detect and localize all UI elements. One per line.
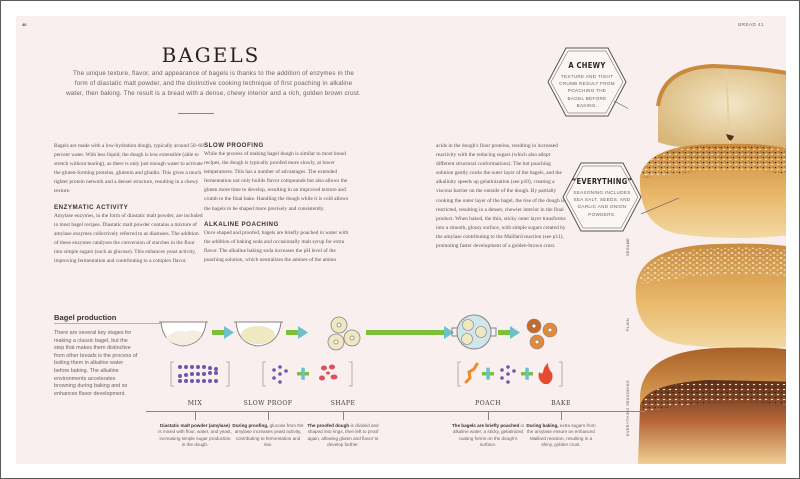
maillard-reaction-icon <box>458 362 562 386</box>
heading-slow-proofing: SLOW PROOFING <box>204 142 264 149</box>
heading-alkaline-poaching: ALKALINE POACHING <box>204 220 279 228</box>
bagel-stack-photo <box>618 46 786 464</box>
step-tick <box>195 412 196 420</box>
step-label-shape: SHAPE <box>330 400 356 407</box>
step-tick <box>561 412 562 420</box>
baked-bagels-icon <box>527 319 557 349</box>
paragraph-alkaline-poaching: Once shaped and proofed, bagels are briefly poached in water with the addition of baking soda and occasionally malt syrup for extra flavor. The alkaline baking soda increases the pH level of the poaching solution, which neutralizes the amines of the amino <box>204 229 349 263</box>
paragraph-slow-proofing: While the process of making bagel dough is similar to most bread recipes, the dough is typically proofed more slowly, at lower temperatures. This has a number of advantages. The extended fermentation not only builds flavor compounds but also allows the gluten more time to develop, resulting in an improved texture and crumb to the final bake. Handling the dough while it is cold allows the bagels to be shaped more precisely and consistently. <box>204 151 349 212</box>
flame-icon <box>539 363 553 384</box>
page-title: BAGELS <box>161 43 261 67</box>
shaped-dough-rings-icon <box>328 317 360 350</box>
production-divider <box>54 323 162 324</box>
arrow-icon <box>498 326 520 339</box>
paragraph-enzymatic-activity: Amylase enzymes, in the form of diastatic malt powder, are included in most bagel recipes. Diastatic malt powder contains a mixture of amylase enzymes collectively referred to as diastases. The addition of these enzymes catalyses the conversion of starches in the flour into simple sugars (such as glucose). This enhances yeast activity, improving fermentation and contributing to a complex flavor. <box>54 212 203 265</box>
label-sesame: SESAME <box>626 237 630 256</box>
paragraph-alkaline-continued: acids in the dough's flour proteins, resulting in increased reactivity with the reducing sugars (which also adopt different structural conformations). The hot poaching solution gently cooks the outer layer of the bagels, and the alkalinity speeds up gelatinization (see p10), creating a viscous barrier on the outside of the dough. By partially cooking the outer layer of the bagel, the rise of the dough is restricted, resulting in a denser, chewier interior in the final product. When baked, the thin, sticky outer layer transforms into a smooth, glossy surface, with simple sugars created by the amylase contributing to the Maillard reaction (see p11), promoting faster development of a golden-brown crust. <box>436 143 566 250</box>
step-label-bake: BAKE <box>551 400 571 407</box>
step-desc-slow-proof: During proofing, glucose from the amylase increases yeast activity, contributing to fermentation and rise. <box>232 423 304 447</box>
paragraph-low-hydration: Bagels are made with a low-hydration dough, typically around 50–60 percent water. With less liquid, the dough is less extensible (able to stretch without tearing), as there is only just enough water to activate the gluten-forming proteins, glutenin and gliadin. This gives a much tighter protein network and a denser structure, resulting in a chewy texture. <box>54 143 204 195</box>
arrow-icon <box>212 326 234 339</box>
text-column-1 <box>54 142 204 266</box>
long-arrow-icon <box>366 326 454 339</box>
production-text: There are several key stages for making a classic bagel, but the step that makes them distinctive from other breads is the process of boiling them in alkaline water before baking. The alkaline environments accelerates browning during baking and so enhances flavor development. <box>54 330 138 397</box>
steps-timeline <box>146 411 646 412</box>
glucose-plus-yeast-icon <box>263 362 352 386</box>
intro-paragraph: The unique texture, flavor, and appearance of bagels is thanks to the addition of enzymes in the form of diastatic malt powder, and the distinctive cooking technique of first poaching in alkaline water, then baking. The result is a bread with a dense, chewy interior and a rich, golden brown crust. <box>66 70 361 97</box>
step-tick <box>268 412 269 420</box>
page-number-right: BREAD 41 <box>738 22 764 27</box>
label-plain: PLAIN <box>626 318 630 331</box>
step-label-mix: MIX <box>187 400 203 407</box>
production-diagram <box>156 314 636 396</box>
step-label-poach: POACH <box>475 400 501 407</box>
text-column-2 <box>204 141 350 265</box>
callout-chewy-title: A CHEWY <box>568 61 606 70</box>
arrow-icon <box>286 326 308 339</box>
callout-everything <box>561 161 643 233</box>
book-spread <box>16 16 786 464</box>
text-column-3 <box>436 142 566 251</box>
step-desc-poach: The bagels are briefly poached in alkaline water; a sticky, gelatinized coating forms on the dough's surface. <box>451 423 525 447</box>
page-number-left: 40 <box>22 22 27 27</box>
callout-chewy <box>546 46 628 118</box>
callout-chewy-text: TEXTURE AND TIGHT CRUMB RESULT FROM POACHING THE BAGEL BEFORE BAKING. <box>559 74 615 108</box>
production-title: Bagel production <box>54 313 117 322</box>
callout-leader-line <box>641 196 681 226</box>
title-divider <box>178 113 214 114</box>
heading-enzymatic-activity: ENZYMATIC ACTIVITY <box>54 203 129 211</box>
label-everything-seasoning: EVERYTHING SEASONING <box>626 379 630 436</box>
poaching-pot-icon <box>452 315 496 349</box>
callout-everything-title: “EVERYTHING” <box>571 177 633 186</box>
callout-everything-text: SEASONING INCLUDES SEA SALT, SEEDS, AND GARLIC AND ONION POWDERS. <box>573 190 631 217</box>
proofing-bowl-icon <box>234 322 283 346</box>
step-desc-bake: During baking, extra sugars from the amylase ensure an enhanced Maillard reaction, resulting in a shiny, golden crust. <box>526 423 596 447</box>
step-desc-shape: The proofed dough is divided and shaped into rings, then left to proof again, allowing gluten and flavor to develop further. <box>307 423 379 447</box>
step-desc-mix: Diastatic malt powder (amylase) is mixed with flour, water, and yeast, increasing simple sugar production in the dough. <box>158 423 232 447</box>
step-label-slow-proof: SLOW PROOF <box>243 400 293 407</box>
step-tick <box>488 412 489 420</box>
step-tick <box>343 412 344 420</box>
mixing-bowl-icon <box>159 322 208 346</box>
amylase-chain-icon <box>171 362 229 386</box>
